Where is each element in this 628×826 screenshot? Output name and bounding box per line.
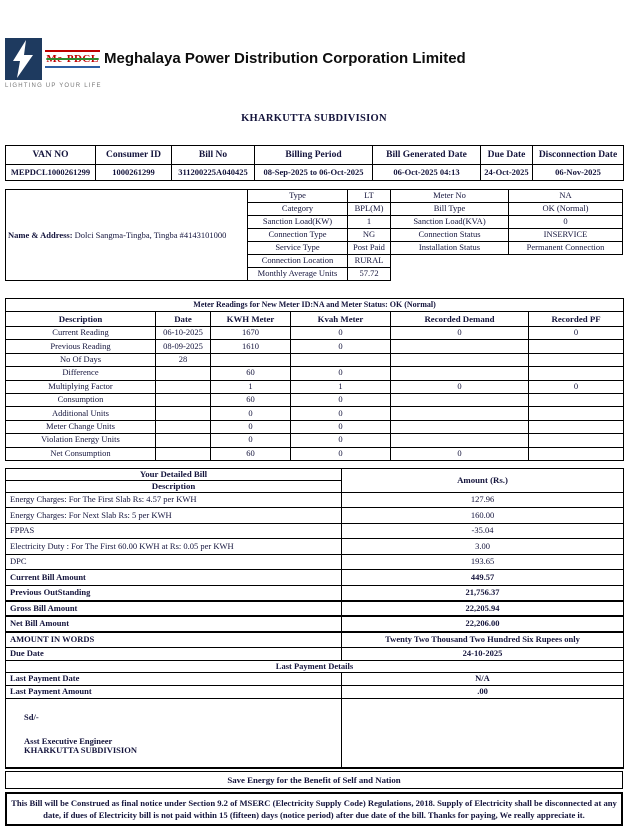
meter-date-cell: 28 [156, 353, 211, 366]
due-date-value: 24-Oct-2025 [481, 165, 533, 181]
amount-in-words-value: Twenty Two Thousand Two Hundred Six Rupees only [342, 632, 624, 648]
kvah-meter-header: Kvah Meter [291, 312, 391, 327]
charge-label: Electricity Duty : For The First 60.00 KWH at Rs: 0.05 per KWH [6, 539, 342, 555]
type-label: Type [248, 190, 348, 203]
meter-date-cell [156, 434, 211, 447]
sanction-load-kw-label: Sanction Load(KW) [248, 216, 348, 229]
meter-date-cell: 06-10-2025 [156, 327, 211, 340]
logo-tagline: LIGHTING UP YOUR LIFE [5, 83, 102, 89]
charge-label: DPC [6, 554, 342, 570]
meter-no-value: NA [509, 190, 623, 203]
meter-pf-cell: 0 [529, 327, 624, 340]
meter-table-row [6, 353, 624, 366]
consumer-id-value: 1000261299 [96, 165, 172, 181]
bill-no-header: Bill No [172, 146, 255, 165]
meter-no-label: Meter No [391, 190, 509, 203]
installation-status-value: Permanent Connection [509, 242, 623, 255]
billing-period-value: 08-Sep-2025 to 06-Oct-2025 [255, 165, 373, 181]
info-row [248, 255, 623, 268]
subdivision-title: KHARKUTTA SUBDIVISION [241, 113, 387, 124]
meter-kvah-cell: 0 [291, 340, 391, 353]
connection-location-label: Connection Location [248, 255, 348, 268]
connection-info-table [247, 189, 623, 281]
signature-empty-cell [342, 698, 624, 768]
meter-kwh-cell: 0 [211, 420, 291, 433]
description-header: Description [6, 312, 156, 327]
previous-outstanding-amount: 21,756.37 [342, 585, 624, 601]
meter-readings-table [5, 298, 624, 461]
meter-table-row [6, 393, 624, 406]
meter-table-row [6, 340, 624, 353]
meter-demand-cell: 0 [391, 380, 529, 393]
charge-amount: 127.96 [342, 492, 624, 508]
meter-table-row [6, 420, 624, 433]
connection-type-label: Connection Type [248, 229, 348, 242]
gross-bill-amount: 22,205.94 [342, 601, 624, 617]
recorded-demand-header: Recorded Demand [391, 312, 529, 327]
monthly-average-units-value: 57.72 [348, 268, 391, 281]
meter-kwh-cell: 60 [211, 447, 291, 460]
amount-header: Amount (Rs.) [342, 468, 624, 492]
consumer-id-header: Consumer ID [96, 146, 172, 165]
meter-demand-cell [391, 434, 529, 447]
bill-type-value: OK (Normal) [509, 203, 623, 216]
signature-office: KHARKUTTA SUBDIVISION [24, 745, 137, 756]
meter-description-cell: Meter Change Units [6, 420, 156, 433]
meter-kvah-cell: 1 [291, 380, 391, 393]
bill-generated-date-header: Bill Generated Date [373, 146, 481, 165]
meter-table-row [6, 447, 624, 460]
date-header: Date [156, 312, 211, 327]
meter-kwh-cell: 0 [211, 407, 291, 420]
meter-table-row [6, 327, 624, 340]
meter-kwh-cell: 1670 [211, 327, 291, 340]
meter-kvah-cell: 0 [291, 434, 391, 447]
meter-description-cell: Previous Reading [6, 340, 156, 353]
service-type-label: Service Type [248, 242, 348, 255]
kwh-meter-header: KWH Meter [211, 312, 291, 327]
net-bill-row [6, 616, 624, 632]
save-energy-slogan: Save Energy for the Benefit of Self and Nation [5, 771, 623, 789]
charge-amount: -35.04 [342, 523, 624, 539]
meter-description-cell: Current Reading [6, 327, 156, 340]
meter-demand-cell: 0 [391, 327, 529, 340]
sanction-load-kw-value: 1 [348, 216, 391, 229]
meter-description-cell: Net Consumption [6, 447, 156, 460]
meter-demand-cell [391, 340, 529, 353]
signature-designation: Asst Executive Engineer [24, 735, 113, 746]
meter-table-row [6, 407, 624, 420]
name-address-cell [5, 189, 247, 281]
due-date-label: Due Date [6, 647, 342, 660]
meter-pf-cell [529, 420, 624, 433]
meter-pf-cell [529, 353, 624, 366]
meter-kvah-cell: 0 [291, 367, 391, 380]
info-row [248, 203, 623, 216]
final-notice: This Bill will be Construed as final notice under Section 9.2 of MSERC (Electricity Supply Code) Regulations, 2018. Supply of Electricity shall be disconnected at any date, if dues of Electricity bill is not paid within 15 (fifteen) days (notice period) after due date of the bill. Thanks for paying, We really appreciate it. [5, 792, 623, 826]
gross-bill-label: Gross Bill Amount [6, 601, 342, 617]
last-payment-date-value: N/A [342, 672, 624, 685]
meter-kvah-cell: 0 [291, 447, 391, 460]
meter-pf-cell [529, 393, 624, 406]
info-row [248, 268, 623, 281]
connection-type-value: NG [348, 229, 391, 242]
description-subheader: Description [6, 480, 342, 492]
last-payment-details-header: Last Payment Details [6, 660, 624, 672]
meter-table-caption: Meter Readings for New Meter ID:NA and Meter Status: OK (Normal) [6, 299, 624, 312]
due-date-value2: 24-10-2025 [342, 647, 624, 660]
detailed-bill-table [5, 468, 624, 770]
charge-row [6, 508, 624, 524]
meter-table-row [6, 367, 624, 380]
current-bill-amount: 449.57 [342, 570, 624, 586]
empty-cell [391, 268, 623, 281]
meter-date-cell [156, 367, 211, 380]
meter-demand-cell [391, 393, 529, 406]
mepdcl-logo [5, 38, 100, 89]
current-bill-row [6, 570, 624, 586]
disconnection-date-value: 06-Nov-2025 [533, 165, 624, 181]
meter-description-cell: No Of Days [6, 353, 156, 366]
meter-description-cell: Difference [6, 367, 156, 380]
meter-pf-cell [529, 367, 624, 380]
signature-cell [6, 698, 342, 768]
meter-date-cell [156, 380, 211, 393]
bill-no-value: 311200225A040425 [172, 165, 255, 181]
meter-date-cell: 08-09-2025 [156, 340, 211, 353]
charge-amount: 3.00 [342, 539, 624, 555]
meter-kwh-cell: 60 [211, 367, 291, 380]
meter-kwh-cell: 60 [211, 393, 291, 406]
net-bill-amount: 22,206.00 [342, 616, 624, 632]
charge-label: Energy Charges: For The First Slab Rs: 4.57 per KWH [6, 492, 342, 508]
meter-demand-cell [391, 353, 529, 366]
meter-date-cell [156, 407, 211, 420]
meter-kwh-cell: 1610 [211, 340, 291, 353]
last-payment-details-row [6, 660, 624, 672]
brand-line-bottom [45, 66, 100, 68]
previous-outstanding-label: Previous OutStanding [6, 585, 342, 601]
meter-kvah-cell: 0 [291, 327, 391, 340]
meter-date-cell [156, 420, 211, 433]
meter-pf-cell [529, 407, 624, 420]
charge-label: FPPAS [6, 523, 342, 539]
meter-header-row [6, 312, 624, 327]
meter-demand-cell [391, 420, 529, 433]
company-title: Meghalaya Power Distribution Corporation Limited [104, 50, 466, 67]
meter-description-cell: Multiplying Factor [6, 380, 156, 393]
amount-in-words-row [6, 632, 624, 648]
last-payment-date-row [6, 672, 624, 685]
charge-label: Energy Charges: For Next Slab Rs: 5 per KWH [6, 508, 342, 524]
info-row [248, 242, 623, 255]
bill-summary-table [5, 145, 624, 181]
signature-row [6, 698, 624, 768]
meter-kvah-cell: 0 [291, 407, 391, 420]
meter-pf-cell [529, 340, 624, 353]
info-row [248, 190, 623, 203]
connection-status-label: Connection Status [391, 229, 509, 242]
meter-kvah-cell [291, 353, 391, 366]
charge-amount: 160.00 [342, 508, 624, 524]
header [5, 38, 623, 89]
info-row [248, 216, 623, 229]
name-address-value: Dolci Sangma-Tingba, Tingba #4143101000 [74, 230, 227, 240]
meter-description-cell: Additional Units [6, 407, 156, 420]
billing-period-header: Billing Period [255, 146, 373, 165]
net-bill-label: Net Bill Amount [6, 616, 342, 632]
customer-section [5, 189, 623, 281]
meter-pf-cell [529, 434, 624, 447]
summary-value-row [6, 165, 624, 181]
meter-demand-cell [391, 367, 529, 380]
summary-header-row [6, 146, 624, 165]
connection-status-value: INSERVICE [509, 229, 623, 242]
meter-pf-cell: 0 [529, 380, 624, 393]
gross-bill-row [6, 601, 624, 617]
meter-description-cell: Violation Energy Units [6, 434, 156, 447]
detailed-bill-title: Your Detailed Bill [6, 468, 342, 480]
last-payment-amount-value: .00 [342, 685, 624, 698]
meter-caption-row [6, 299, 624, 312]
charge-row [6, 554, 624, 570]
bill-title-row [6, 468, 624, 480]
amount-in-words-label: AMOUNT IN WORDS [6, 632, 342, 648]
installation-status-label: Installation Status [391, 242, 509, 255]
info-row [248, 229, 623, 242]
sanction-load-kva-value: 0 [509, 216, 623, 229]
meter-kwh-cell [211, 353, 291, 366]
monthly-average-units-label: Monthly Average Units [248, 268, 348, 281]
service-type-value: Post Paid [348, 242, 391, 255]
name-address-label: Name & Address: Dolci Sangma-Tingba, Tingba #4143101000 [8, 230, 227, 240]
brand-block [45, 50, 100, 68]
current-bill-label: Current Bill Amount [6, 570, 342, 586]
category-value: BPL(M) [348, 203, 391, 216]
connection-location-value: RURAL [348, 255, 391, 268]
due-date-header: Due Date [481, 146, 533, 165]
meter-pf-cell [529, 447, 624, 460]
recorded-pf-header: Recorded PF [529, 312, 624, 327]
disconnection-date-header: Disconnection Date [533, 146, 624, 165]
meter-kwh-cell: 1 [211, 380, 291, 393]
meter-demand-cell: 0 [391, 447, 529, 460]
meter-table-row [6, 434, 624, 447]
signature-sd: Sd/- [24, 711, 39, 722]
meter-kvah-cell: 0 [291, 420, 391, 433]
meter-demand-cell [391, 407, 529, 420]
bill-type-label: Bill Type [391, 203, 509, 216]
meter-kvah-cell: 0 [291, 393, 391, 406]
type-value: LT [348, 190, 391, 203]
bill-generated-date-value: 06-Oct-2025 04:13 [373, 165, 481, 181]
logo-top [5, 38, 100, 80]
charge-row [6, 539, 624, 555]
sanction-load-kva-label: Sanction Load(KVA) [391, 216, 509, 229]
previous-outstanding-row [6, 585, 624, 601]
meter-kwh-cell: 0 [211, 434, 291, 447]
lightning-bolt-icon [5, 38, 42, 80]
charge-amount: 193.65 [342, 554, 624, 570]
meter-table-row [6, 380, 624, 393]
last-payment-amount-row [6, 685, 624, 698]
last-payment-date-label: Last Payment Date [6, 672, 342, 685]
brand-name: Me-PDCL [46, 53, 99, 65]
meter-description-cell: Consumption [6, 393, 156, 406]
van-no-header: VAN NO [6, 146, 96, 165]
van-no-value: MEPDCL1000261299 [6, 165, 96, 181]
meter-date-cell [156, 447, 211, 460]
category-label: Category [248, 203, 348, 216]
brand-line-top [45, 50, 100, 52]
empty-cell [391, 255, 623, 268]
last-payment-amount-label: Last Payment Amount [6, 685, 342, 698]
charge-row [6, 523, 624, 539]
meter-date-cell [156, 393, 211, 406]
charge-row [6, 492, 624, 508]
due-date-row [6, 647, 624, 660]
